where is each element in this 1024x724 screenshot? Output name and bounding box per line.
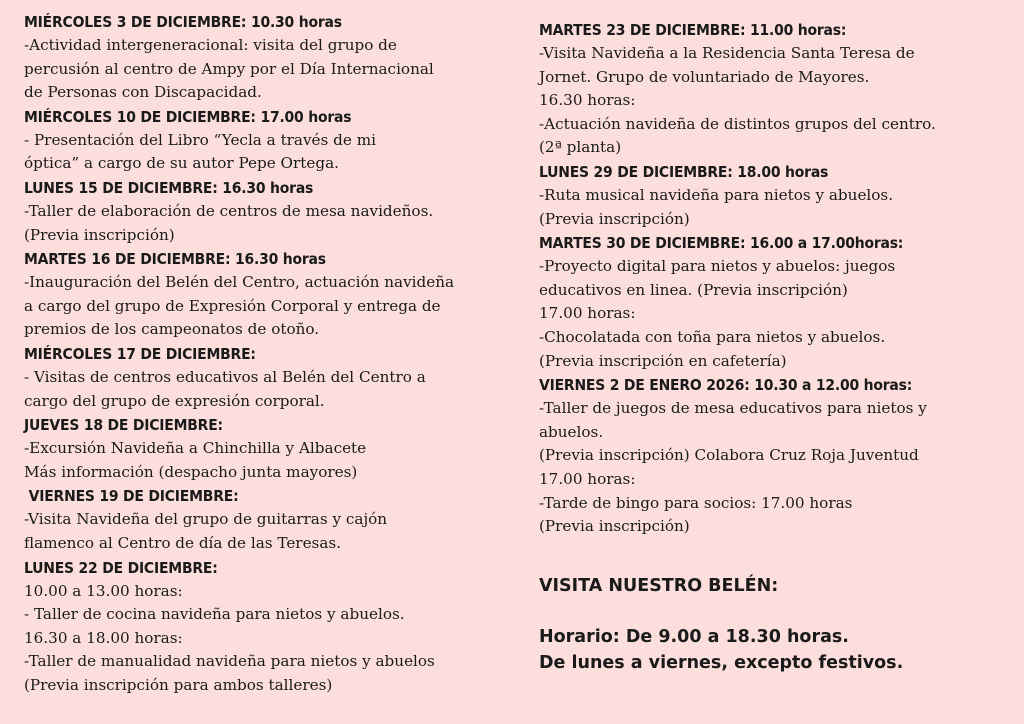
event-line: cargo del grupo de expresión corporal. [24,391,325,410]
event-block [24,556,514,698]
event-heading: LUNES 15 DE DICIEMBRE: 16.30 horas [24,178,314,197]
event-block [24,413,514,484]
event-line: 16.30 horas: [539,91,636,110]
event-line: -Ruta musical navideña para nietos y abuelos. [539,185,894,204]
nativity-opening-days: De lunes a viernes, excepto festivos. [539,653,904,673]
event-block [24,10,514,105]
event-line: -Excursión Navideña a Chinchilla y Albacete [24,439,367,458]
event-heading: MARTES 23 DE DICIEMBRE: 11.00 horas: [539,21,847,39]
event-heading: MARTES 30 DE DICIEMBRE: 16.00 a 17.00horas: [539,234,904,253]
event-line: óptica” a cargo de su autor Pepe Ortega. [24,154,339,173]
event-line: abuelos. [539,422,604,441]
event-line: -Taller de manualidad navideña para nietos y abuelos [24,652,435,671]
event-line: a cargo del grupo de Expresión Corporal y entrega de [24,296,441,315]
event-heading: VIERNES 19 DE DICIEMBRE: [24,487,239,506]
event-heading: MARTES 16 DE DICIEMBRE: 16.30 horas [24,250,326,269]
event-block [24,105,514,176]
event-block [539,18,1009,160]
event-heading: MIÉRCOLES 17 DE DICIEMBRE: [24,344,256,363]
event-line: (2ª planta) [539,138,622,157]
event-block [24,247,514,342]
event-line: (Previa inscripción) [24,225,175,244]
event-line: -Chocolatada con toña para nietos y abuelos. [539,327,886,346]
event-line: -Visita Navideña del grupo de guitarras y cajón [24,510,388,529]
event-line: 16.30 a 18.00 horas: [24,628,183,647]
event-block [24,484,514,555]
event-line: -Visita Navideña a la Residencia Santa Teresa de [539,44,915,62]
left-column [24,10,514,697]
event-line: Jornet. Grupo de voluntariado de Mayores. [539,67,870,86]
event-line: percusión al centro de Ampy por el Día Internacional [24,59,434,78]
event-block [539,231,1009,373]
event-line: 17.00 horas: [539,304,636,323]
event-line: -Tarde de bingo para socios: 17.00 horas [539,493,853,512]
right-column [539,18,1009,539]
event-line: -Taller de elaboración de centros de mesa navideños. [24,201,434,220]
event-heading: JUEVES 18 DE DICIEMBRE: [24,416,223,435]
event-line: -Inauguración del Belén del Centro, actuación navideña [24,273,455,292]
event-block [24,342,514,413]
event-line: - Presentación del Libro “Yecla a través de mi [24,130,376,149]
event-heading: LUNES 29 DE DICIEMBRE: 18.00 horas [539,162,829,181]
event-heading: MIÉRCOLES 10 DE DICIEMBRE: 17.00 horas [24,107,352,126]
event-line: flamenco al Centro de día de las Teresas. [24,533,342,552]
event-line: (Previa inscripción) [539,209,690,228]
event-block [539,160,1009,231]
event-line: educativos en linea. (Previa inscripción) [539,280,848,299]
event-line: - Taller de cocina navideña para nietos y abuelos. [24,605,405,624]
event-line: (Previa inscripción en cafetería) [539,351,787,370]
event-line: de Personas con Discapacidad. [24,83,262,102]
event-line: (Previa inscripción) [539,517,690,536]
event-line: Más información (despacho junta mayores) [24,462,358,481]
event-line: (Previa inscripción para ambos talleres) [24,675,333,694]
event-line: -Proyecto digital para nietos y abuelos: juegos [539,257,896,276]
event-line: - Visitas de centros educativos al Belén del Centro a [24,367,426,386]
event-heading: VIERNES 2 DE ENERO 2026: 10.30 a 12.00 horas: [539,376,913,395]
event-line: -Taller de juegos de mesa educativos para nietos y [539,399,927,418]
event-block [539,373,1009,539]
event-line: -Actividad intergeneracional: visita del grupo de [24,36,397,54]
event-block [24,176,514,247]
event-heading: LUNES 22 DE DICIEMBRE: [24,558,218,577]
event-line: 17.00 horas: [539,469,636,488]
nativity-opening-hours: Horario: De 9.00 a 18.30 horas. [539,627,849,647]
nativity-notice-title: VISITA NUESTRO BELÉN: [539,576,779,596]
event-line: (Previa inscripción) Colabora Cruz Roja Juventud [539,446,919,465]
event-heading: MIÉRCOLES 3 DE DICIEMBRE: 10.30 horas [24,13,342,31]
event-line: 10.00 a 13.00 horas: [24,581,183,600]
event-line: -Actuación navideña de distintos grupos del centro. [539,114,936,133]
event-line: premios de los campeonatos de otoño. [24,320,320,339]
